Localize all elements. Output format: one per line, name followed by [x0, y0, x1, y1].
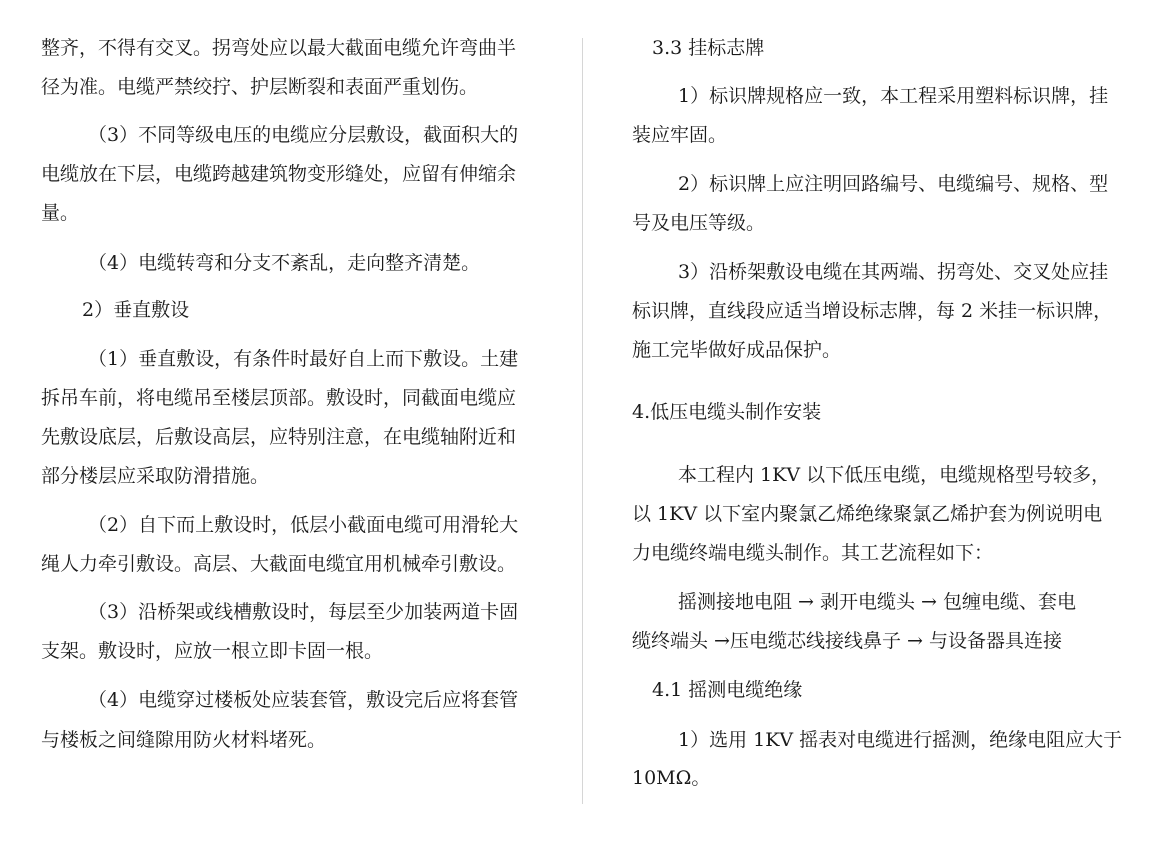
text-line: 本工程内 1KV 以下低压电缆，电缆规格型号较多， [678, 464, 1111, 486]
text-line: 标识牌，直线段应适当增设标志牌，每 2 米挂一标识牌， [632, 300, 1113, 322]
text-line: 10MΩ。 [632, 767, 711, 789]
text-line: 2）标识牌上应注明回路编号、电缆编号、规格、型 [678, 173, 1109, 195]
text-line: 径为准。电缆严禁绞拧、护层断裂和表面严重划伤。 [41, 76, 479, 98]
text-line: （1）垂直敷设，有条件时最好自上而下敷设。土建 [88, 348, 519, 370]
text-line: 绳人力牵引敷设。高层、大截面电缆宜用机械牵引敷设。 [41, 553, 517, 575]
text-line: 装应牢固。 [632, 124, 728, 146]
text-line: 1）标识牌规格应一致，本工程采用塑料标识牌，挂 [678, 85, 1109, 107]
text-line: 力电缆终端电缆头制作。其工艺流程如下： [632, 542, 994, 564]
section-heading: 4.低压电缆头制作安装 [632, 401, 822, 423]
text-line: 量。 [41, 202, 80, 224]
text-line: 整齐，不得有交叉。拐弯处应以最大截面电缆允许弯曲半 [41, 37, 517, 59]
column-divider [582, 38, 583, 804]
text-line: 先敷设底层，后敷设高层，应特别注意，在电缆轴附近和 [41, 426, 517, 448]
text-line: （3）不同等级电压的电缆应分层敷设，截面积大的 [88, 124, 519, 146]
process-flow-line: 缆终端头 →压电缆芯线接线鼻子 → 与设备器具连接 [632, 630, 1062, 652]
text-line: 以 1KV 以下室内聚氯乙烯绝缘聚氯乙烯护套为例说明电 [632, 503, 1103, 525]
text-line: 电缆放在下层，电缆跨越建筑物变形缝处，应留有伸缩余 [41, 163, 517, 185]
text-line: （4）电缆转弯和分支不紊乱，走向整齐清楚。 [88, 252, 481, 274]
section-heading: 2）垂直敷设 [82, 299, 190, 321]
text-line: 1）选用 1KV 摇表对电缆进行摇测，绝缘电阻应大于 [678, 729, 1123, 751]
text-line: （4）电缆穿过楼板处应装套管，敷设完后应将套管 [88, 689, 519, 711]
process-flow-line: 摇测接地电阻 → 剥开电缆头 → 包缠电缆、套电 [678, 591, 1076, 613]
text-line: 与楼板之间缝隙用防火材料堵死。 [41, 729, 327, 751]
section-heading: 4.1 摇测电缆绝缘 [652, 679, 803, 701]
text-line: （3）沿桥架或线槽敷设时，每层至少加装两道卡固 [88, 601, 519, 623]
section-heading: 3.3 挂标志牌 [652, 37, 765, 59]
text-line: 施工完毕做好成品保护。 [632, 339, 842, 361]
text-line: 支架。敷设时，应放一根立即卡固一根。 [41, 640, 384, 662]
text-line: 3）沿桥架敷设电缆在其两端、拐弯处、交叉处应挂 [678, 261, 1109, 283]
text-line: （2）自下而上敷设时，低层小截面电缆可用滑轮大 [88, 514, 519, 536]
text-line: 拆吊车前，将电缆吊至楼层顶部。敷设时，同截面电缆应 [41, 387, 517, 409]
text-line: 号及电压等级。 [632, 212, 766, 234]
text-line: 部分楼层应采取防滑措施。 [41, 465, 270, 487]
